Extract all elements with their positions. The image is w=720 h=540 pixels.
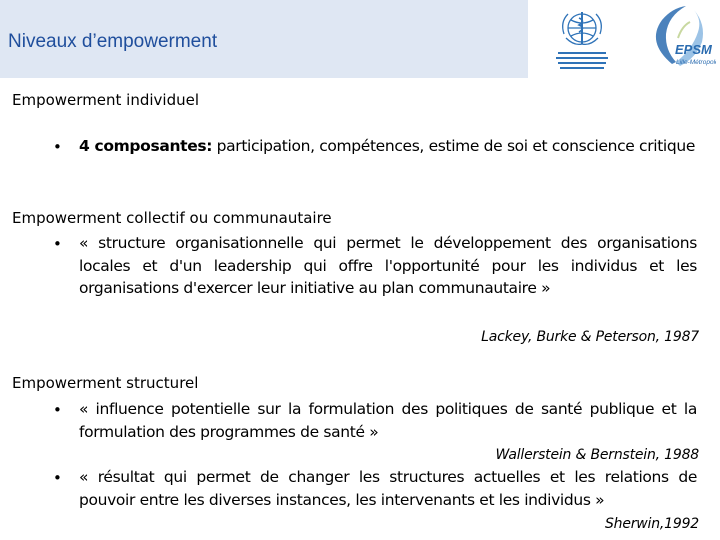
who-emblem-icon <box>546 4 618 78</box>
bullet-marker: • <box>53 469 62 487</box>
slide-title: Niveaux d’empowerment <box>8 31 218 52</box>
bullet-quote-collectif: « structure organisationnelle qui permet le développement des organisations locales et d'un leadership qui offre l'opportunité pour les individus et les organisations d'exercer leur initiative au plan communautaire » <box>79 234 697 297</box>
bullet-quote-resultat: « résultat qui permet de changer les structures actuelles et les relations de pouvoir entre les diverses instances, les intervenants et les individus » <box>79 468 697 509</box>
epsm-logo-subtext: Lille-Métropole <box>676 59 716 66</box>
bullet-bold-label: 4 composantes: <box>79 137 213 155</box>
citation-sherwin: Sherwin,1992 <box>604 516 699 532</box>
title-bar <box>0 0 528 78</box>
section-heading-structurel: Empowerment structurel <box>12 374 199 392</box>
who-logo <box>546 4 618 78</box>
section-heading-collectif: Empowerment collectif ou communautaire <box>12 209 332 227</box>
epsm-swirl-icon <box>632 2 716 72</box>
bullet-composantes <box>79 135 697 158</box>
bullet-marker: • <box>53 401 62 419</box>
epsm-logo-text: EPSM <box>675 42 712 57</box>
bullet-marker: • <box>53 138 62 156</box>
citation-lackey: Lackey, Burke & Peterson, 1987 <box>481 329 699 345</box>
epsm-logo <box>632 2 716 72</box>
bullet-quote-influence: « influence potentielle sur la formulation des politiques de santé publique et la formulation des programmes de santé » <box>79 400 697 441</box>
citation-wallerstein: Wallerstein & Bernstein, 1988 <box>495 447 699 463</box>
section-heading-individuel: Empowerment individuel <box>12 91 200 109</box>
bullet-marker: • <box>53 235 62 253</box>
bullet-text: participation, compétences, estime de soi et conscience critique <box>212 137 696 155</box>
